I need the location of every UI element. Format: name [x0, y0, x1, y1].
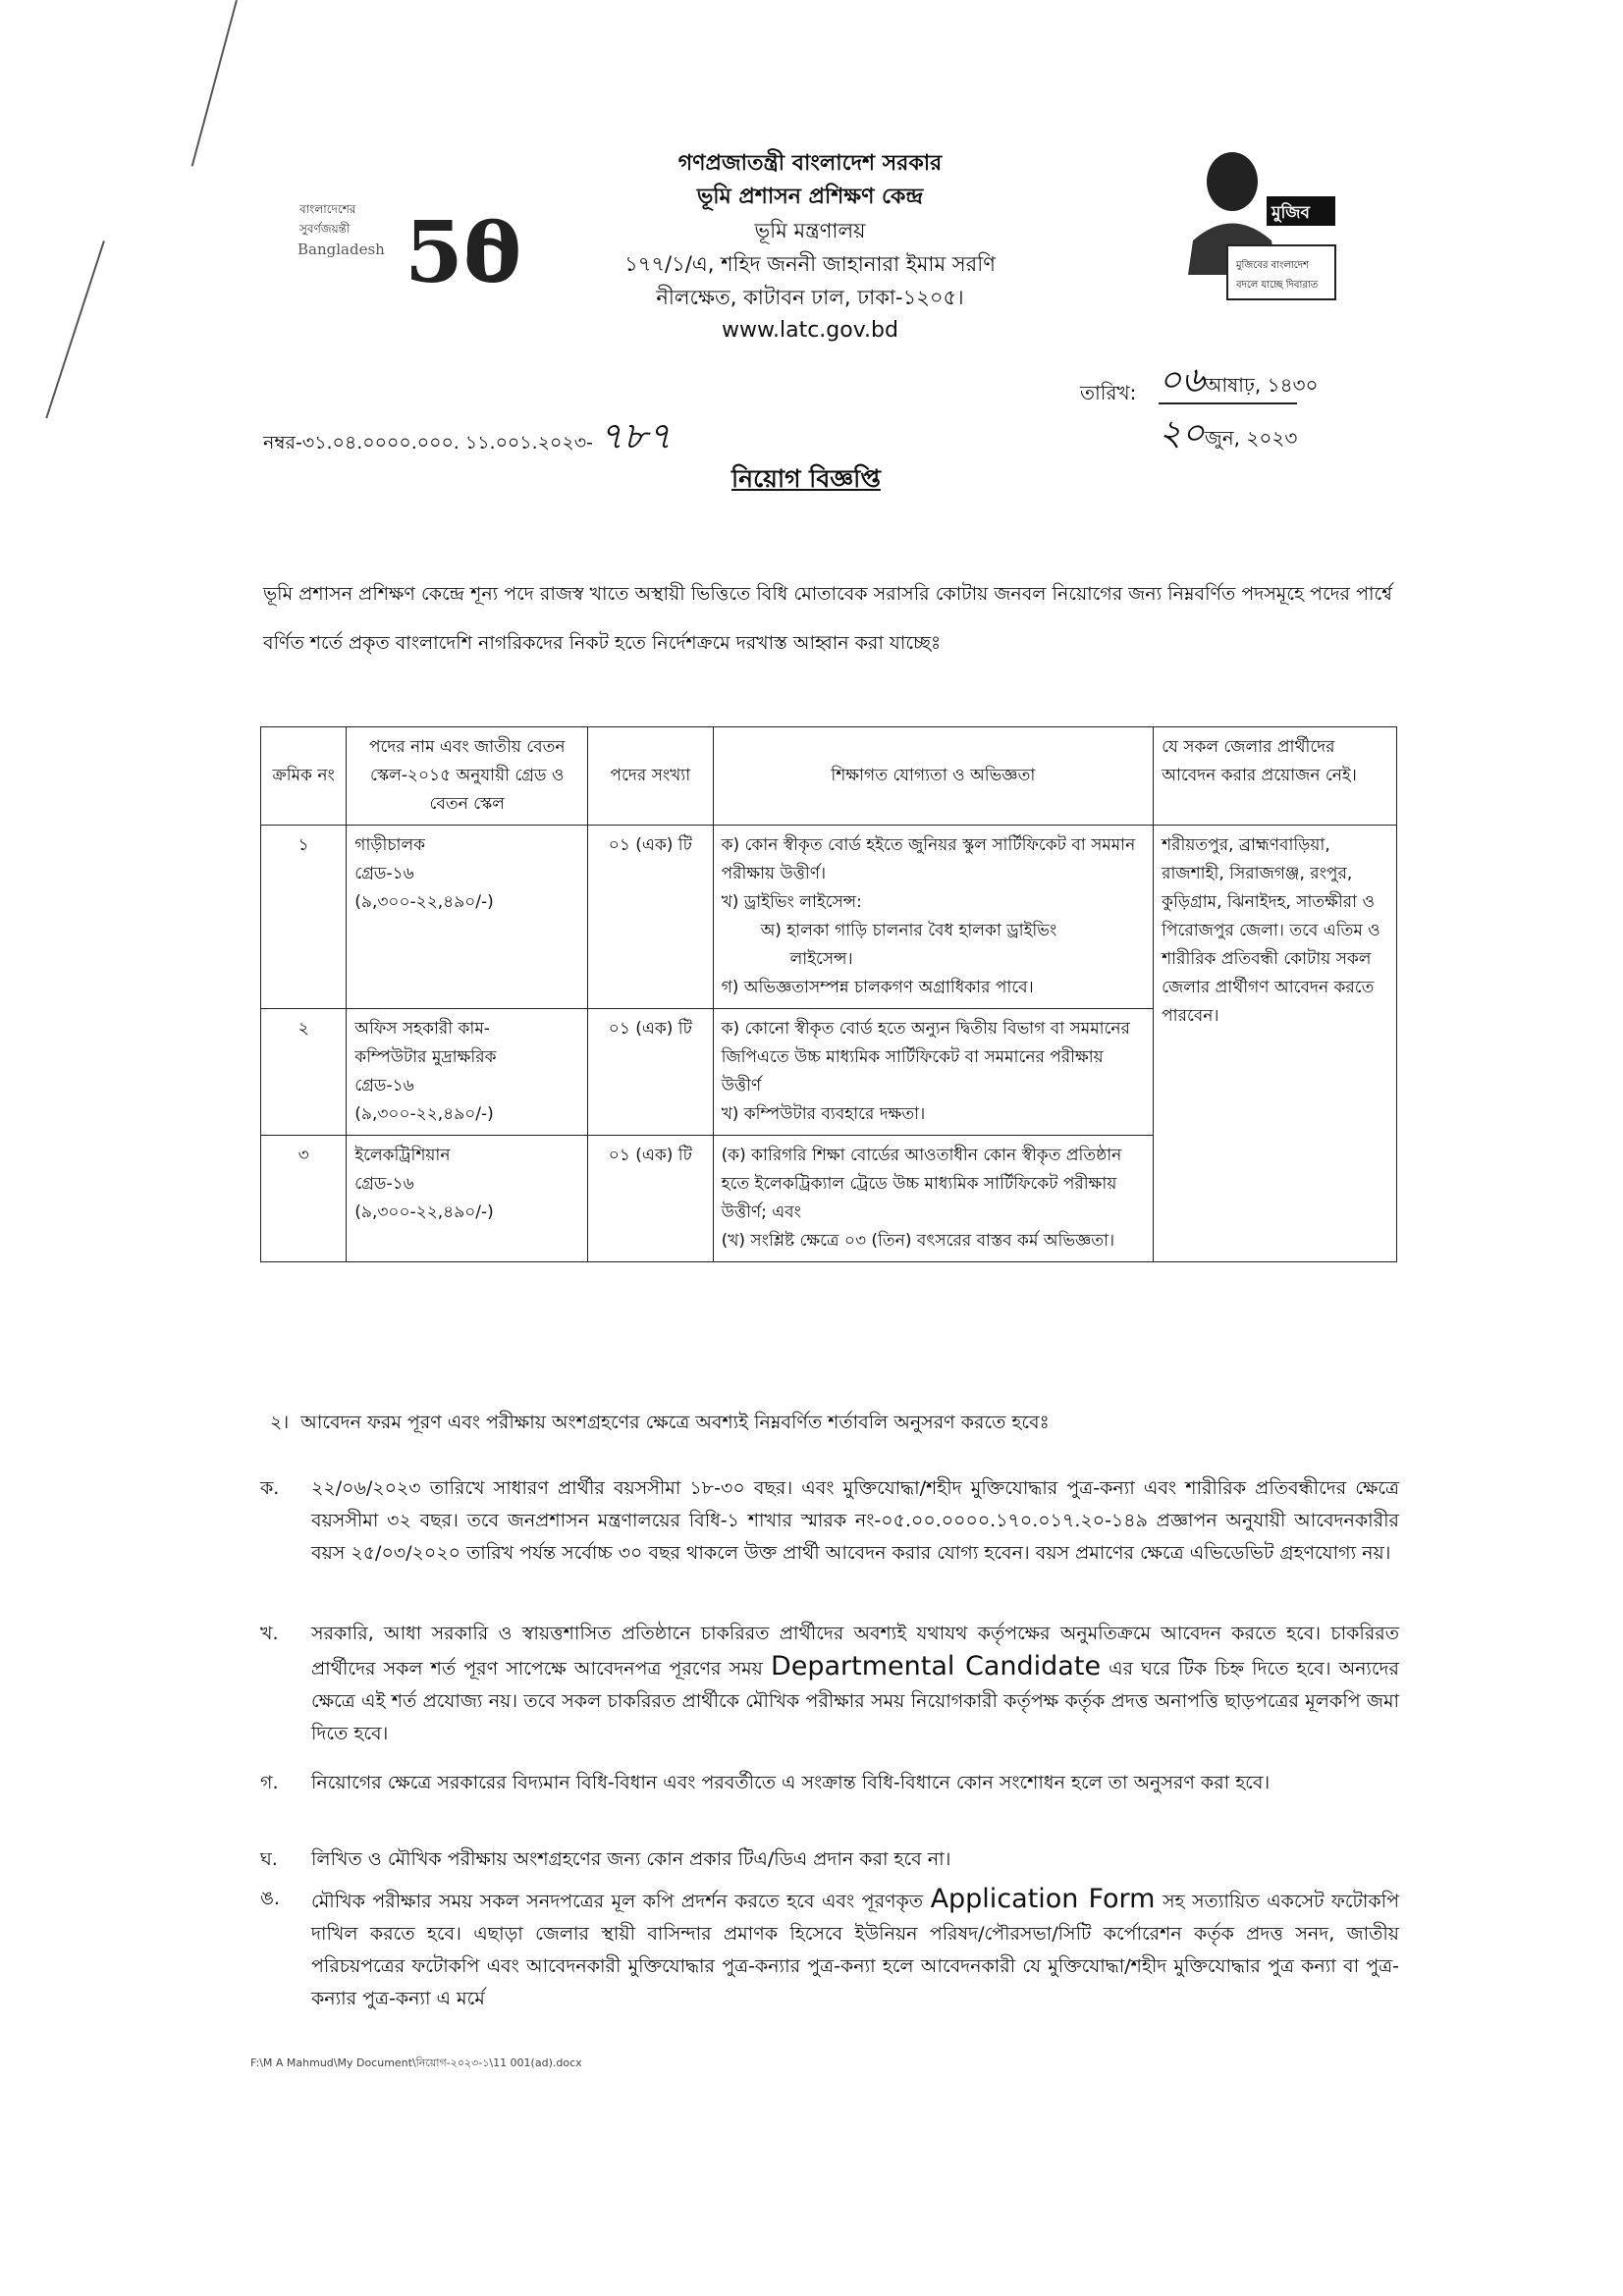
cell-count: ০১ (এক) টি: [588, 1136, 713, 1262]
scan-edge-line: [45, 240, 105, 418]
scan-edge-line: [191, 0, 238, 167]
cell-serial: ৩: [261, 1136, 347, 1262]
cell-qualification: (ক) কারিগরি শিক্ষা বোর্ডের আওতাধীন কোন স্বীকৃত প্রতিষ্ঠান হতে ইলেকট্রিক্যাল ট্রেডে উচ্চ মাধ্যমিক সার্টিফিকেট পরীক্ষায় উত্তীর্ণ; এবং (খ) সংশ্লিষ্ট ক্ষেত্রে ০৩ (তিন) বৎসরের বাস্তব কর্ম অভিজ্ঞতা।: [713, 1136, 1154, 1262]
mujib-logo: [1173, 147, 1345, 314]
condition-item: [260, 1767, 1399, 1799]
website-link[interactable]: www.latc.gov.bd: [722, 318, 898, 343]
english-term: Application Form: [930, 1884, 1156, 1914]
file-path-footer: F:\M A Mahmud\My Document\নিয়োগ-২০২৩-১\11 001(ad).docx: [250, 2056, 582, 2069]
header-serial: ক্রমিক নং: [261, 727, 347, 826]
logo-text: Bangladesh: [298, 240, 385, 258]
logo-text: সুবর্ণজয়ন্তী: [299, 222, 351, 236]
gregorian-month: জুন, ২০২৩: [1204, 426, 1298, 450]
intro-paragraph: ভূমি প্রশাসন প্রশিক্ষণ কেন্দ্রে শূন্য পদে রাজস্ব খাতে অস্থায়ী ভিত্তিতে বিধি মোতাবেক সরাসরি কোটায় জনবল নিয়োগের জন্য নিম্নবর্ণিত পদসমূহে পদের পার্শ্বে বর্ণিত শর্তে প্রকৃত বাংলাদেশি নাগরিকদের নিকট হতে নির্দেশক্রমে দরখাস্ত আহ্বান করা যাচ্ছেঃ: [263, 583, 1392, 654]
table-header-row: [261, 727, 1397, 826]
condition-marker: ঙ.: [260, 1888, 280, 1909]
section-text: আবেদন ফরম পূরণ এবং পরীক্ষায় অংশগ্রহণের ক্ষেত্রে অবশ্যই নিম্নবর্ণিত শর্তাবলি অনুসরণ করতে হবেঃ: [300, 1412, 1050, 1433]
condition-text: সরকারি, আধা সরকারি ও স্বায়ত্তশাসিত প্রতিষ্ঠানে চাকরিরত প্রার্থীদের অবশ্যই যথাযথ কর্তৃপক্ষের অনুমতিক্রমে আবেদন করতে হবে। চাকরিরত প্রার্থীদের সকল শর্ত পূরণ সাপেক্ষে আবেদনপত্র পূরণের সময় Departmental Candidate এর ঘরে টিক চিহ্ন দিতে হবে। অন্যদের ক্ষেত্রে এই শর্ত প্রযোজ্য নয়। তবে সকল চাকরিরত প্রার্থীকে মৌখিক পরীক্ষার সময় নিয়োগকারী কর্তৃপক্ষ কর্তৃক প্রদত্ত অনাপত্তি ছাড়পত্রের মূলকপি জমা দিতে হবে।: [311, 1623, 1400, 1744]
notice-title: নিয়োগ বিজ্ঞপ্তি: [731, 464, 881, 493]
office-name: ভূমি প্রশাসন প্রশিক্ষণ কেন্দ্র: [696, 185, 924, 209]
govt-name: গণপ্রজাতন্ত্রী বাংলাদেশ সরকার: [677, 151, 943, 176]
header-count: পদের সংখ্যা: [588, 727, 713, 826]
condition-text: মৌখিক পরীক্ষার সময় সকল সনদপত্রের মূল কপি প্রদর্শন করতে হবে এবং পূরণকৃত Application Form সহ সত্যায়িত একসেট ফটোকপি দাখিল করতে হবে। এছাড়া জেলার স্থায়ী বাসিন্দার প্রমাণক হিসেবে ইউনিয়ন পরিষদ/পৌরসভা/সিটি কর্পোরেশন কর্তৃক প্রদত্ত সনদ, জাতীয় পরিচয়পত্রের ফটোকপি এবং আবেদনকারী মুক্তিযোদ্ধার পুত্র-কন্যার পুত্র-কন্যা হলে আবেদনকারী যে মুক্তিযোদ্ধা/শহীদ মুক্তিযোদ্ধার পুত্র কন্যা বা পুত্র-কন্যার পুত্র-কন্যা এ মর্মে: [311, 1884, 1399, 2009]
cell-qualification: ক) কোনো স্বীকৃত বোর্ড হতে অন্যুন দ্বিতীয় বিভাগ বা সমমানের জিপিএতে উচ্চ মাধ্যমিক সার্টিফিকেট বা সমমানের পরীক্ষায় উত্তীর্ণ খ) কম্পিউটার ব্যবহারে দক্ষতা।: [713, 1009, 1154, 1136]
cell-excluded-districts: শরীয়তপুর, ব্রাহ্মণবাড়িয়া, রাজশাহী, সিরাজগঞ্জ, রংপুর, কুড়িগ্রাম, ঝিনাইদহ, সাতক্ষীরা ও পিরোজপুর জেলা। তবে এতিম ও শারীরিক প্রতিবন্ধী কোটায় সকল জেলার প্রার্থীগণ আবেদন করতে পারবেন।: [1154, 826, 1397, 1262]
memo-number: [263, 407, 672, 470]
cell-post: গাড়ীচালক গ্রেড-১৬ (৯,৩০০-২২,৪৯০/-): [347, 826, 588, 1009]
bangla-month: আষাঢ়, ১৪৩০: [1204, 373, 1319, 397]
condition-item: [260, 1618, 1399, 1750]
cell-qualification: ক) কোন স্বীকৃত বোর্ড হইতে জুনিয়র স্কুল সার্টিফিকেট বা সমমান পরীক্ষায় উত্তীর্ণ। খ) ড্রাইভিং লাইসেন্স: অ) হালকা গাড়ি চালনার বৈধ হালকা ড্রাইভিং লাইসেন্স। গ) অভিজ্ঞতাসম্পন্ন চালকগণ অগ্রাধিকার পাবে।: [713, 826, 1154, 1009]
condition-item: [260, 1883, 1399, 2015]
section-2-heading: [270, 1409, 1050, 1440]
job-table: [260, 726, 1397, 1262]
header-qualification: শিক্ষাগত যোগ্যতা ও অভিজ্ঞতা: [713, 727, 1154, 826]
condition-marker: ক.: [260, 1477, 280, 1499]
cell-count: ০১ (এক) টি: [588, 1009, 713, 1136]
condition-marker: গ.: [260, 1772, 279, 1793]
address-line1: ১৭৭/১/এ, শহিদ জননী জাহানারা ইমাম সরণি: [624, 252, 996, 276]
bangladesh-50-logo: [295, 191, 520, 309]
condition-text: নিয়োগের ক্ষেত্রে সরকারের বিদ্যমান বিধি-বিধান এবং পরবর্তীতে এ সংক্রান্ত বিধি-বিধানে কোন সংশোধন হলে তা অনুসরণ করা হবে।: [311, 1772, 1271, 1793]
address-line2: নীলক্ষেত, কাটাবন ঢাল, ঢাকা-১২০৫।: [656, 286, 964, 309]
header-post: পদের নাম এবং জাতীয় বেতন স্কেল-২০১৫ অনুযায়ী গ্রেড ও বেতন স্কেল: [347, 727, 588, 826]
cell-count: ০১ (এক) টি: [588, 826, 713, 1009]
memo-prefix: নম্বর-৩১.০৪.০০০০.০০০. ১১.০০১.২০২৩-: [263, 432, 593, 454]
memo-handwritten-number: ৭৮৭: [598, 414, 673, 457]
cell-post: অফিস সহকারী কাম- কম্পিউটার মুদ্রাক্ষরিক গ্রেড-১৬ (৯,৩০০-২২,৪৯০/-): [347, 1009, 588, 1136]
logo-text: মুজিবের বাংলাদেশ: [1236, 260, 1309, 271]
date-label: তারিখ:: [1080, 381, 1137, 404]
english-term: Departmental Candidate: [770, 1651, 1102, 1682]
logo-text: বদলে যাচ্ছে দিবারাত: [1236, 280, 1319, 291]
gregorian-date: [1159, 402, 1297, 465]
condition-item: [260, 1472, 1399, 1570]
handwritten-day: ০৬: [1159, 360, 1205, 400]
condition-text: লিখিত ও মৌখিক পরীক্ষায় অংশগ্রহণের জন্য কোন প্রকার টিএ/ডিএ প্রদান করা হবে না।: [311, 1848, 951, 1870]
letterhead: [550, 147, 1070, 347]
cell-serial: ২: [261, 1009, 347, 1136]
ministry-name: ভূমি মন্ত্রণালয়: [754, 219, 866, 242]
handwritten-day: ২০: [1159, 413, 1205, 454]
logo-number: 50: [405, 203, 520, 302]
condition-item: [260, 1843, 1399, 1876]
condition-text: ২২/০৬/২০২৩ তারিখে সাধারণ প্রার্থীর বয়সসীমা ১৮-৩০ বছর। এবং মুক্তিযোদ্ধা/শহীদ মুক্তিযোদ্ধার পুত্র-কন্যা এবং শারীরিক প্রতিবন্ধীদের ক্ষেত্রে বয়সসীমা ৩২ বছর। তবে জনপ্রশাসন মন্ত্রণালয়ের বিধি-১ শাখার স্মারক নং-০৫.০০.০০০০.১৭০.০১৭.২০-১৪৯ প্রজ্ঞাপন অনুযায়ী আবেদনকারীর বয়স ২৫/০৩/২০২০ তারিখ পর্যন্ত সর্বোচ্চ ৩০ বছর থাকলে উক্ত প্রার্থী আবেদন করার যোগ্য হবেন। বয়স প্রমাণের ক্ষেত্রে এভিডেভিট গ্রহণযোগ্য নয়।: [311, 1477, 1399, 1564]
condition-marker: ঘ.: [260, 1848, 278, 1870]
logo-text: মুজিব: [1271, 203, 1310, 223]
logo-text: বাংলাদেশের: [299, 202, 356, 216]
cell-serial: ১: [261, 826, 347, 1009]
section-number: ২।: [270, 1412, 290, 1433]
header-excluded-districts: যে সকল জেলার প্রার্থীদের আবেদন করার প্রয়োজন নেই।: [1154, 727, 1397, 826]
table-row: [261, 826, 1397, 1009]
cell-post: ইলেকট্রিশিয়ান গ্রেড-১৬ (৯,৩০০-২২,৪৯০/-): [347, 1136, 588, 1262]
condition-marker: খ.: [260, 1623, 279, 1644]
